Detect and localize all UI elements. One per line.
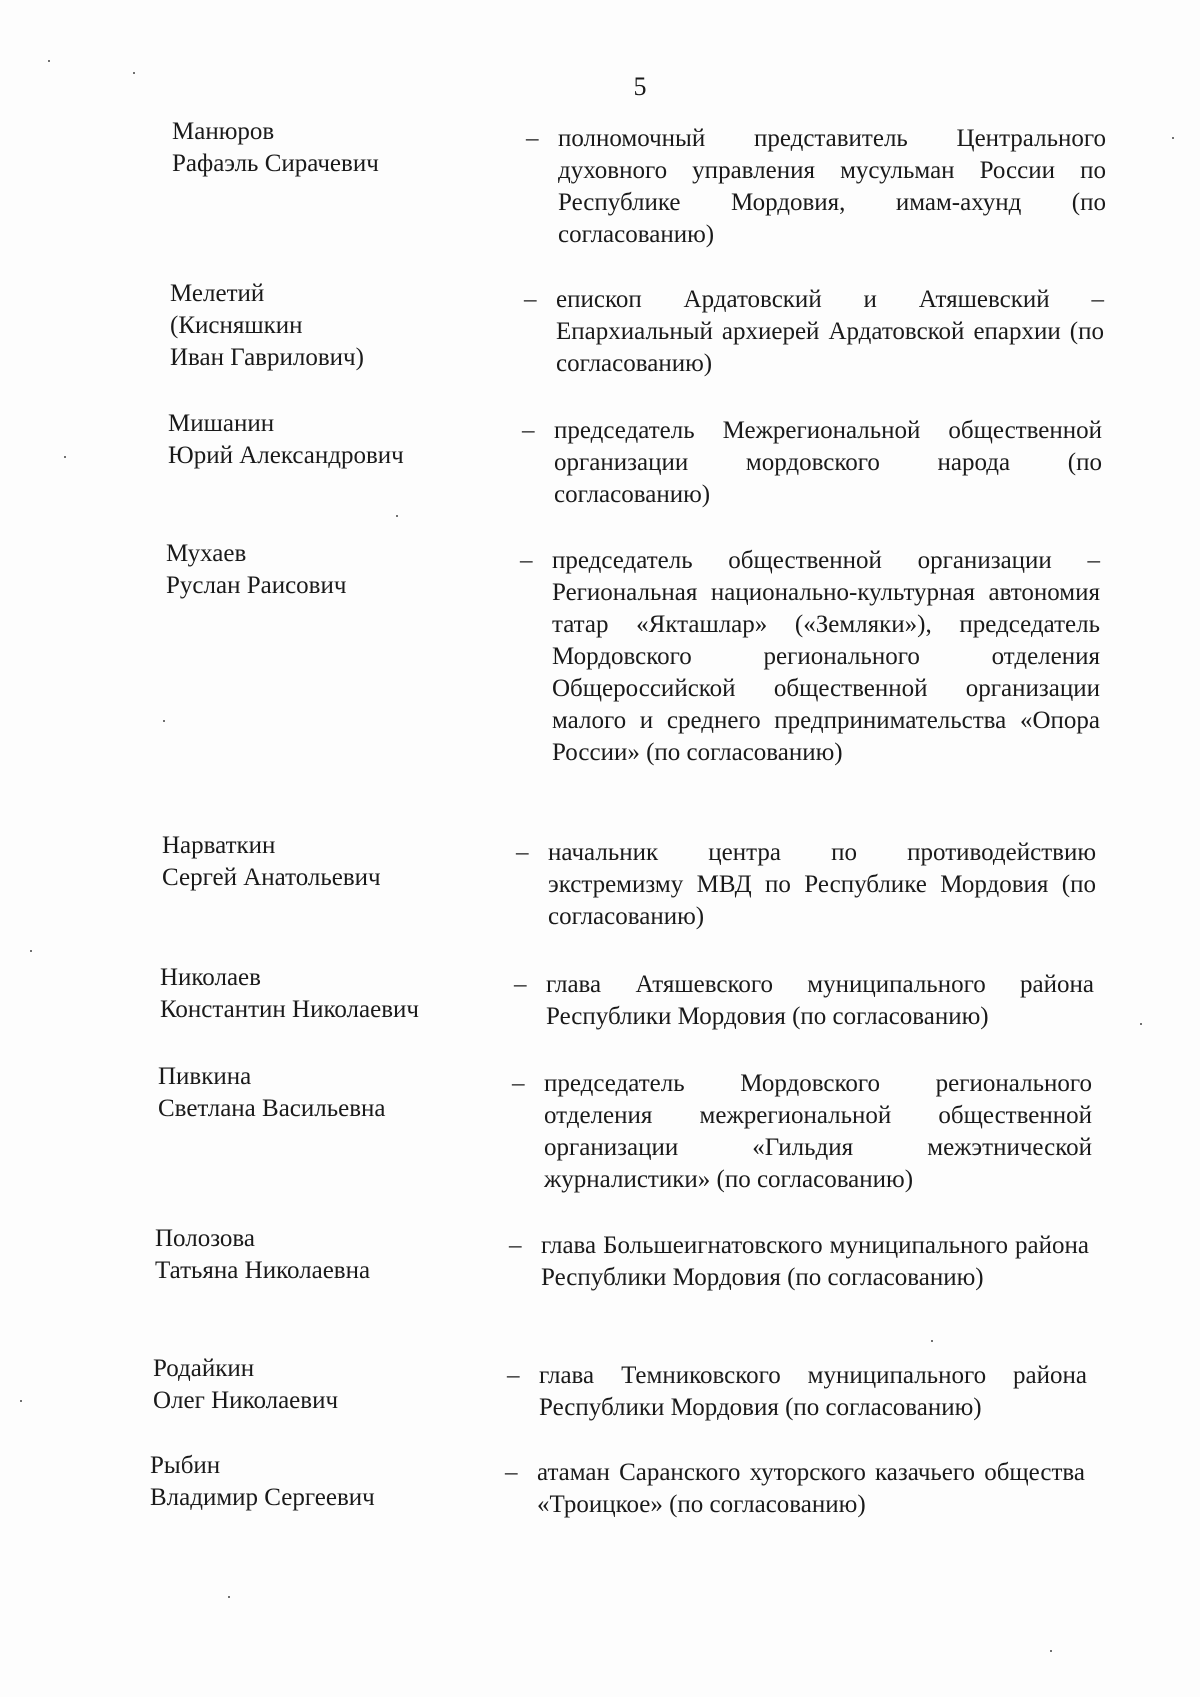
member-surname: Полозова [155,1225,255,1252]
member-name [153,1353,483,1417]
member-given-name: Руслан Раисович [166,572,347,599]
member-position: глава Атяшевского муниципального района Республики Мордовия (по согласованию) [546,971,1094,1030]
member-surname: Манюров [172,118,275,145]
dash-separator: – [512,1070,525,1097]
member-surname: Мелетий [170,280,265,307]
member-surname: Рыбин [150,1452,221,1479]
member-given-name: Юрий Александрович [168,442,404,469]
member-given-name: Рафаэль Сирачевич [172,150,379,177]
member-position: глава Большеигнатовского муниципального района Республики Мордовия (по согласованию) [541,1232,1089,1291]
member-surname: Родайкин [153,1355,255,1382]
scan-speck [931,1340,933,1342]
member-position: атаман Саранского хуторского казачьего общества «Троицкое» (по согласованию) [537,1459,1085,1518]
dash-separator: – [524,286,537,313]
scan-speck [396,515,398,517]
member-position: начальник центра по противодействию экстремизму МВД по Республике Мордовия (по согласованию) [548,839,1096,930]
dash-separator: – [514,971,527,998]
dash-separator: – [509,1232,522,1259]
member-name [162,830,492,894]
member-given-name: Светлана Васильевна [158,1095,386,1122]
page-number: 5 [633,72,647,101]
member-position: председатель Межрегиональной общественной организации мордовского народа (по согласованию) [554,417,1102,508]
member-given-name: Татьяна Николаевна [155,1257,371,1284]
member-name [166,538,496,602]
member-surname: Нарваткин [162,832,276,859]
member-surname: Мишанин [168,410,275,437]
member-surname: Николаев [160,964,261,991]
dash-separator: – [516,839,529,866]
member-position: полномочный представитель Центрального духовного управления мусульман России по Республике Мордовия, имам-ахунд (по согласованию) [558,125,1106,248]
scan-speck [64,456,66,458]
dash-separator: – [520,547,533,574]
member-position: епископ Ардатовский и Атяшевский – Епархиальный архиерей Ардатовской епархии (по согласованию) [556,286,1104,377]
member-given-name: Олег Николаевич [153,1387,339,1414]
scan-speck [133,72,135,74]
dash-separator: – [507,1362,520,1389]
scan-speck [20,1400,22,1402]
dash-separator: – [522,417,535,444]
scan-speck [228,1596,230,1598]
member-position: глава Темниковского муниципального района Республики Мордовия (по согласованию) [539,1362,1087,1421]
member-name [168,408,498,472]
member-name [158,1061,488,1125]
member-name [172,116,502,180]
scan-speck [1172,137,1174,139]
member-name [160,962,490,1026]
member-given-name: Сергей Анатольевич [162,864,381,891]
dash-separator: – [526,125,539,152]
member-surname: Пивкина [158,1063,252,1090]
member-position: председатель общественной организации – Региональная национально-культурная автономия татар «Якташлар» («Земляки»), председатель Мордовского регионального отделения Общероссийской общественной организации малого и среднего предпринимательства «Опора России» (по согласованию) [552,547,1100,766]
member-position: председатель Мордовского регионального отделения межрегиональной общественной организации «Гильдия межэтнической журналистики» (по согласованию) [544,1070,1092,1193]
member-given-name: Константин Николаевич [160,996,419,1023]
dash-separator: – [505,1459,518,1486]
member-name [170,278,500,374]
member-given-name: (Кисняшкин [170,312,303,339]
member-name [150,1450,480,1514]
scan-speck [163,720,165,722]
member-given-name: Иван Гаврилович) [170,344,364,371]
member-name [155,1223,485,1287]
scan-speck [1050,1650,1052,1652]
scan-speck [1140,1023,1142,1025]
scan-speck [48,60,50,62]
member-surname: Мухаев [166,540,247,567]
scan-speck [30,950,32,952]
member-given-name: Владимир Сергеевич [150,1484,375,1511]
